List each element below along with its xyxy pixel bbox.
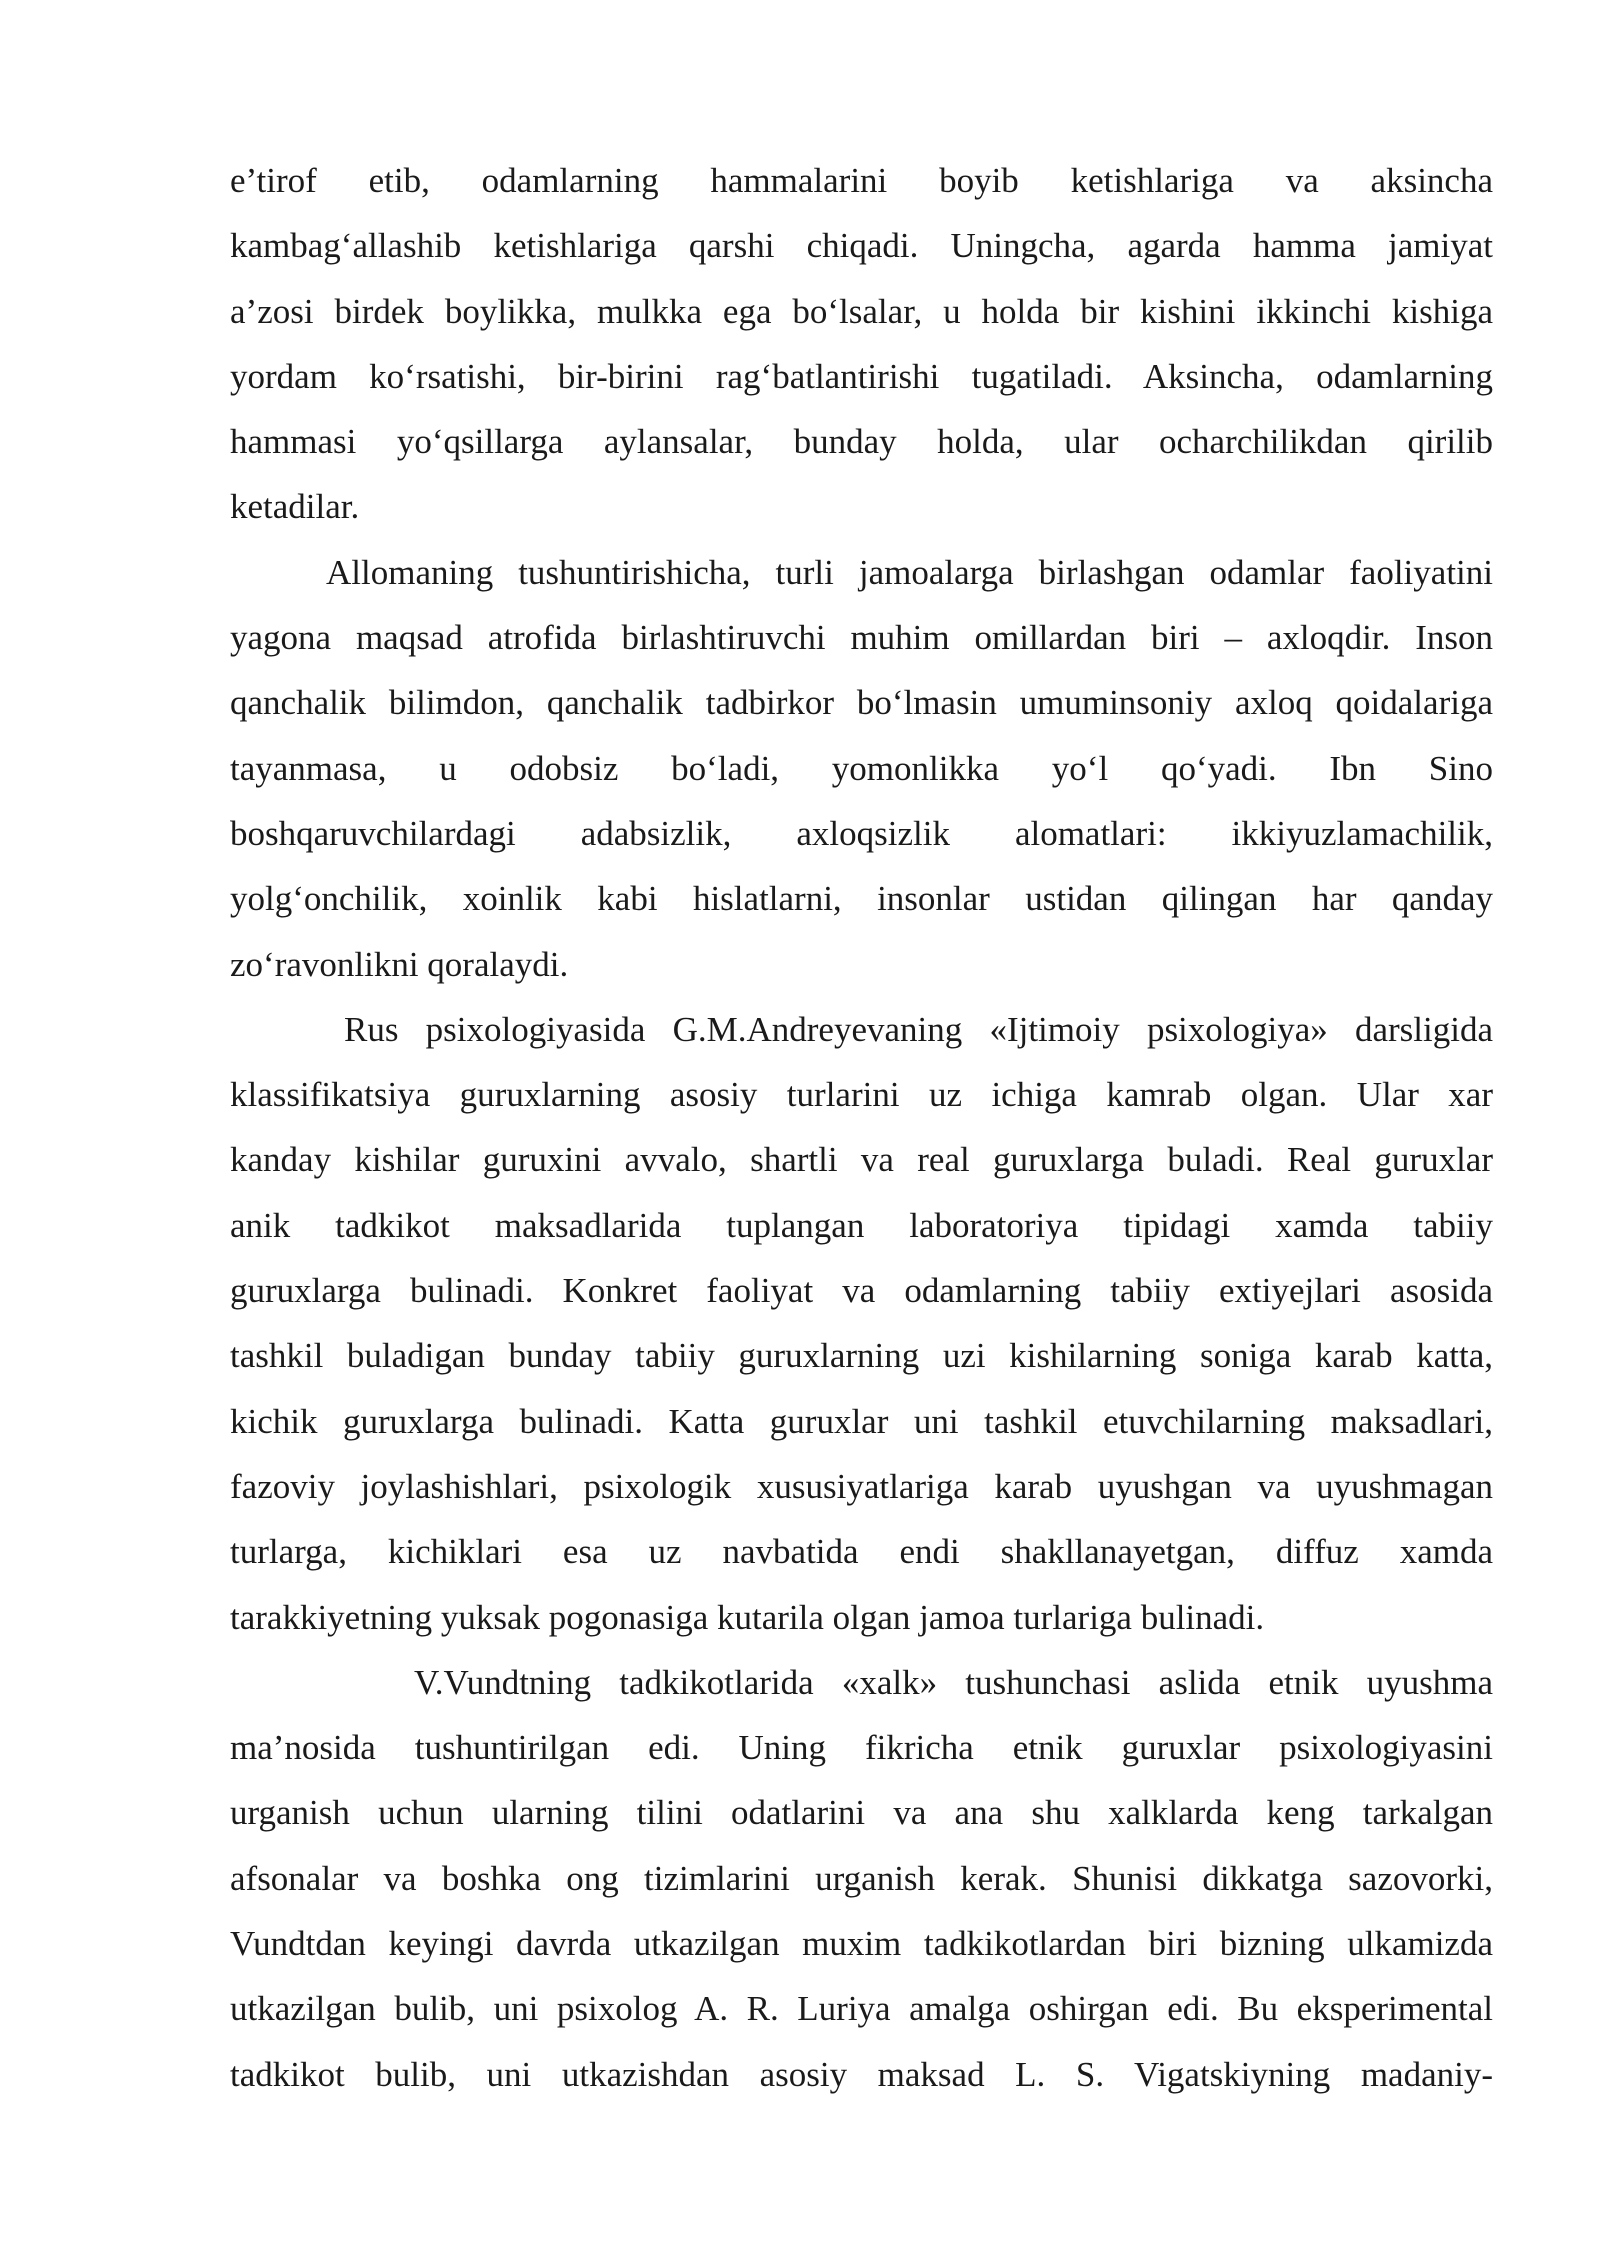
text-line: tadkikot bulib, uni utkazishdan asosiy maksad L. S. Vigatskiyning madaniy-: [230, 2054, 1493, 2094]
text-line: ketadilar.: [230, 487, 360, 527]
text-line: klassifikatsiya guruxlarning asosiy turlarini uz ichiga kamrab olgan. Ular xar: [230, 1075, 1493, 1115]
body-text: [230, 148, 1493, 2107]
text-line: kanday kishilar guruxini avvalo, shartli va real guruxlarga buladi. Real guruxlar: [230, 1140, 1493, 1180]
text-line: tashkil buladigan bunday tabiiy guruxlarning uzi kishilarning soniga karab katta,: [230, 1336, 1493, 1376]
paragraph: [230, 540, 1493, 997]
text-line: Allomaning tushuntirishicha, turli jamoalarga birlashgan odamlar faoliyatini: [326, 552, 1493, 592]
paragraph: [230, 1650, 1493, 2107]
text-line: hammasi yo‘qsillarga aylansalar, bunday holda, ular ocharchilikdan qirilib: [230, 422, 1493, 462]
text-line: yordam ko‘rsatishi, bir-birini rag‘batlantirishi tugatiladi. Aksincha, odamlarning: [230, 356, 1493, 396]
paragraph: [230, 997, 1493, 1650]
text-line: fazoviy joylashishlari, psixologik xususiyatlariga karab uyushgan va uyushmagan: [230, 1466, 1493, 1506]
text-line: guruxlarga bulinadi. Konkret faoliyat va odamlarning tabiiy extiyejlari asosida: [230, 1271, 1493, 1311]
text-line: yolg‘onchilik, xoinlik kabi hislatlarni, insonlar ustidan qilingan har qanday: [230, 879, 1493, 919]
text-line: V.Vundtning tadkikotlarida «xalk» tushunchasi aslida etnik uyushma: [414, 1662, 1493, 1702]
text-line: kambag‘allashib ketishlariga qarshi chiqadi. Uningcha, agarda hamma jamiyat: [230, 226, 1493, 266]
text-line: zo‘ravonlikni qoralaydi.: [230, 944, 569, 984]
text-line: anik tadkikot maksadlarida tuplangan laboratoriya tipidagi xamda tabiiy: [230, 1205, 1493, 1245]
text-line: boshqaruvchilardagi adabsizlik, axloqsizlik alomatlari: ikkiyuzlamachilik,: [230, 813, 1493, 853]
text-line: ma’nosida tushuntirilgan edi. Uning fikricha etnik guruxlar psixologiyasini: [230, 1728, 1493, 1768]
text-line: tarakkiyetning yuksak pogonasiga kutarila olgan jamoa turlariga bulinadi.: [230, 1597, 1265, 1637]
text-line: utkazilgan bulib, uni psixolog A. R. Luriya amalga oshirgan edi. Bu eksperimental: [230, 1989, 1493, 2029]
text-line: urganish uchun ularning tilini odatlarini va ana shu xalklarda keng tarkalgan: [230, 1793, 1493, 1833]
paragraph: [230, 148, 1493, 540]
text-line: e’tirof etib, odamlarning hammalarini boyib ketishlariga va aksincha: [230, 161, 1493, 200]
text-line: turlarga, kichiklari esa uz navbatida endi shakllanayetgan, diffuz xamda: [230, 1532, 1493, 1572]
text-line: Vundtdan keyingi davrda utkazilgan muxim tadkikotlardan biri bizning ulkamizda: [230, 1924, 1493, 1964]
text-line: yagona maqsad atrofida birlashtiruvchi muhim omillardan biri – axloqdir. Inson: [230, 618, 1493, 658]
text-line: kichik guruxlarga bulinadi. Katta guruxlar uni tashkil etuvchilarning maksadlari,: [230, 1401, 1493, 1441]
text-line: afsonalar va boshka ong tizimlarini urganish kerak. Shunisi dikkatga sazovorki,: [230, 1858, 1493, 1898]
text-line: tayanmasa, u odobsiz bo‘ladi, yomonlikka yo‘l qo‘yadi. Ibn Sino: [230, 748, 1493, 788]
text-line: a’zosi birdek boylikka, mulkka ega bo‘lsalar, u holda bir kishini ikkinchi kishiga: [230, 291, 1493, 331]
text-line: Rus psixologiyasida G.M.Andreyevaning «Ijtimoiy psixologiya» darsligida: [344, 1009, 1493, 1049]
text-line: qanchalik bilimdon, qanchalik tadbirkor bo‘lmasin umuminsoniy axloq qoidalariga: [230, 683, 1493, 723]
